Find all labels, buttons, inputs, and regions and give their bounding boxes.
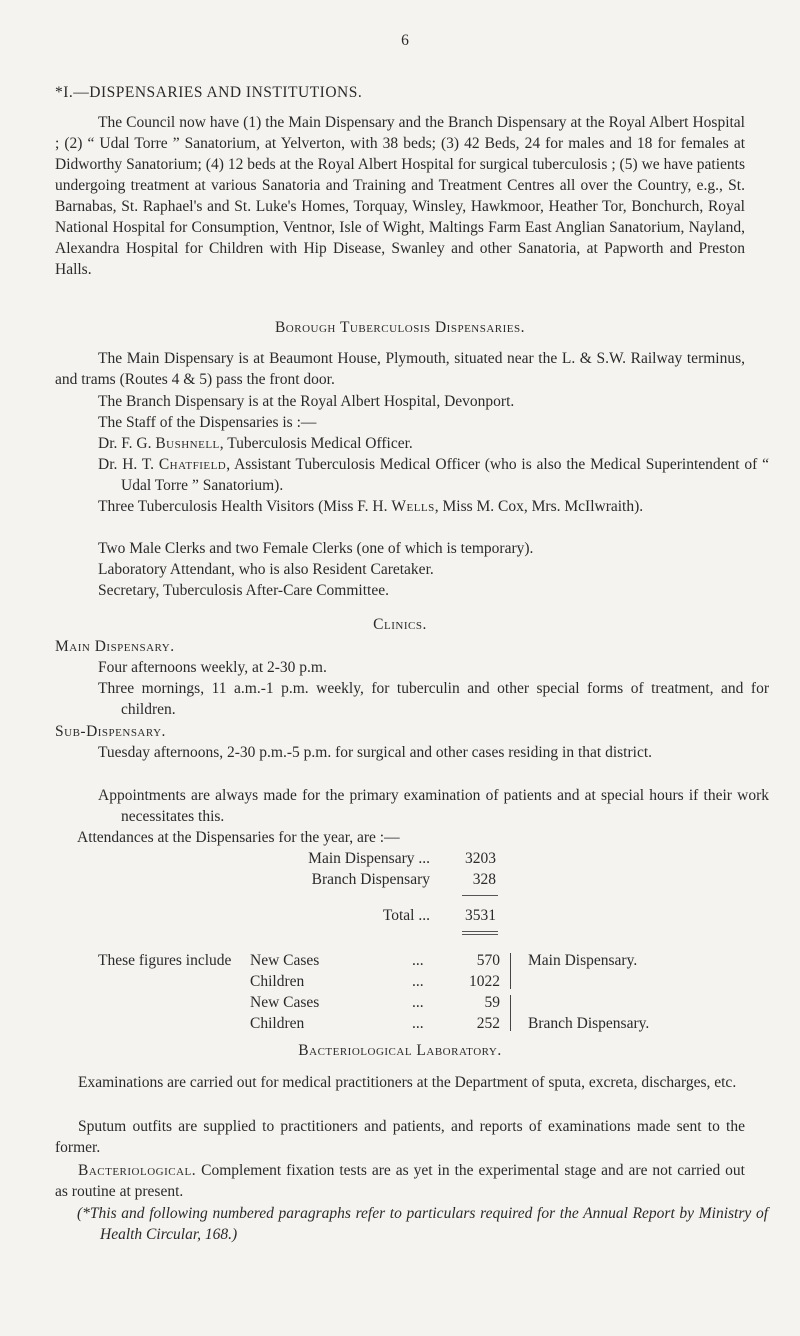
staff-surname: Chatfield xyxy=(158,456,227,473)
main-dispensary-brace xyxy=(510,953,519,989)
total-rule xyxy=(462,934,498,935)
includes-dots: ... xyxy=(412,1015,424,1032)
includes-label: New Cases xyxy=(250,994,320,1011)
total-value: 3531 xyxy=(465,907,496,924)
includes-intro: These figures include xyxy=(98,952,232,969)
staff-item: Secretary, Tuberculosis After-Care Committee. xyxy=(98,582,389,599)
page-number: 6 xyxy=(401,32,409,49)
attendance-label: Branch Dispensary xyxy=(311,871,430,888)
main-dispensary-heading: Main Dispensary. xyxy=(55,638,175,655)
includes-label: Children xyxy=(250,973,305,990)
attendance-value: 328 xyxy=(472,871,496,888)
lab-heading: Bacteriological Laboratory. xyxy=(298,1042,502,1059)
includes-dots: ... xyxy=(412,973,424,990)
intro-paragraph: The Council now have (1) the Main Dispensary and the Branch Dispensary at the Royal Albert Hospital ; (2) “ Udal Torre ” Sanatorium, at Yelverton, with 38 beds; (3) 42 Beds, 24 for males and 18 for females at Didworthy Sanatorium; (4) 12 beds at the Royal Albert Hospital for surgical tuberculosis ; (5) we have patients undergoing treatment at various Sanatoria and Training and Treatment Centres all over the Country, e.g., St. Barnabas, St. Raphael's and St. Luke's Homes, Torquay, Winsley, Hawkmoor, Heather Tor, Bonchurch, Royal National Hospital for Consumption, Ventnor, Isle of Wight, Maltings Farm East Anglian Sanatorium, Nayland, Alexandra Hospital for Children with Hip Disease, Swanley and other Sanatoria, at Papworth and Preston Halls. xyxy=(55,114,745,278)
includes-value: 570 xyxy=(476,952,500,969)
includes-dots: ... xyxy=(412,952,424,969)
staff-intro: The Staff of the Dispensaries is :— xyxy=(98,414,317,431)
includes-label: Children xyxy=(250,1015,305,1032)
branch-dispensary-location: The Branch Dispensary is at the Royal Albert Hospital, Devonport. xyxy=(98,393,515,410)
staff-item: Dr. H. T. Chatfield, Assistant Tuberculosis Medical Officer (who is also the Medical Superintendent of “ Udal Torre ” Sanatorium). xyxy=(98,456,770,494)
main-dispensary-location: The Main Dispensary is at Beaumont House, Plymouth, situated near the L. & S.W. Railway terminus, and trams (Routes 4 & 5) pass the front door. xyxy=(55,350,745,388)
main-clinic-hours: Four afternoons weekly, at 2-30 p.m. xyxy=(98,659,327,676)
staff-item: Two Male Clerks and two Female Clerks (one of which is temporary). xyxy=(98,540,534,557)
staff-surname: Bushnell xyxy=(155,435,220,452)
includes-value: 252 xyxy=(476,1015,500,1032)
attendance-label: Main Dispensary ... xyxy=(308,850,430,867)
section-heading: *I.—DISPENSARIES AND INSTITUTIONS. xyxy=(55,84,363,101)
sub-dispensary-heading: Sub-Dispensary. xyxy=(55,723,166,740)
attendances-intro: Attendances at the Dispensaries for the year, are :— xyxy=(77,829,400,846)
includes-label: New Cases xyxy=(250,952,320,969)
staff-item: Laboratory Attendant, who is also Resident Caretaker. xyxy=(98,561,434,578)
main-clinic-special: Three mornings, 11 a.m.-1 p.m. weekly, for tuberculin and other special forms of treatment, and for children. xyxy=(98,680,769,718)
clinics-heading: Clinics. xyxy=(373,616,427,633)
total-label: Total ... xyxy=(382,907,430,924)
staff-item: Three Tuberculosis Health Visitors (Miss F. H. Wells, Miss M. Cox, Mrs. McIlwraith). xyxy=(98,498,644,515)
includes-dots: ... xyxy=(412,994,424,1011)
staff-surname: Wells xyxy=(391,498,435,515)
lab-paragraph: Sputum outfits are supplied to practitioners and patients, and reports of examinations made sent to the former. xyxy=(55,1118,745,1156)
total-rule xyxy=(462,931,498,932)
footnote: (*This and following numbered paragraphs refer to particulars required for the Annual Report by Ministry of Health Circular, 168.) xyxy=(77,1205,768,1243)
lab-paragraph: Examinations are carried out for medical practitioners at the Department of sputa, excreta, discharges, etc. xyxy=(78,1074,737,1091)
includes-value: 1022 xyxy=(469,973,500,990)
branch-dispensary-brace-label: Branch Dispensary. xyxy=(528,1015,650,1032)
bacteriological-paragraph: Bacteriological. Complement fixation tests are as yet in the experimental stage and are not carried out as routine at present. xyxy=(55,1162,745,1200)
borough-heading: Borough Tuberculosis Dispensaries. xyxy=(274,319,526,336)
bacteriological-label: Bacteriological. xyxy=(78,1162,197,1179)
staff-item: Dr. F. G. Bushnell, Tuberculosis Medical Officer. xyxy=(98,435,413,452)
subtotal-rule xyxy=(462,895,498,896)
attendance-value: 3203 xyxy=(465,850,496,867)
main-dispensary-brace-label: Main Dispensary. xyxy=(528,952,638,969)
sub-clinic-hours: Tuesday afternoons, 2-30 p.m.-5 p.m. for surgical and other cases residing in that district. xyxy=(98,744,653,761)
branch-dispensary-brace xyxy=(510,995,519,1031)
includes-value: 59 xyxy=(484,994,500,1011)
appointments-note: Appointments are always made for the primary examination of patients and at special hours if their work necessitates this. xyxy=(98,787,769,825)
